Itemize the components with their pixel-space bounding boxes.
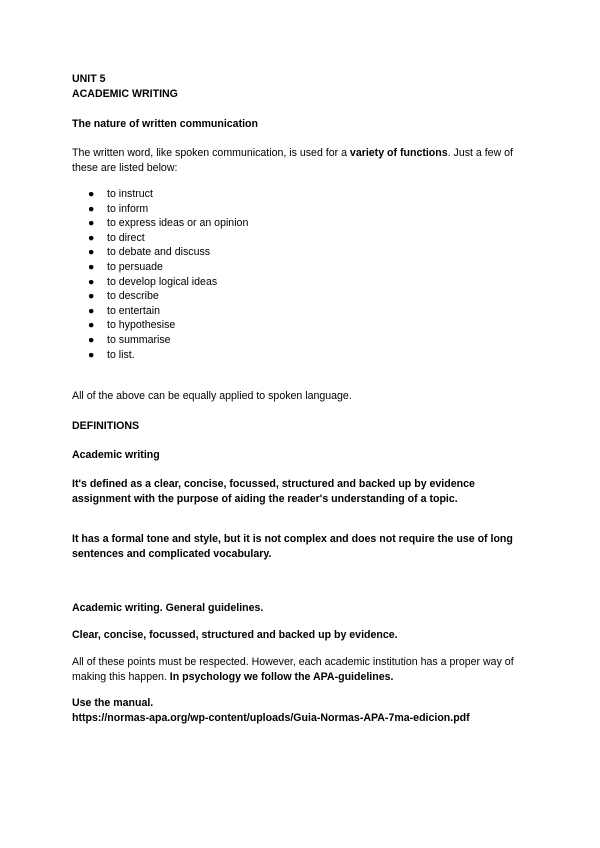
functions-list — [72, 187, 528, 362]
intro-text-1: The written word, like spoken communication, is used for a — [72, 147, 350, 159]
list-item — [72, 333, 528, 348]
bullet-icon: ● — [88, 231, 95, 244]
definition-paragraph-1: It's defined as a clear, concise, focussed, structured and backed up by evidence assignment with the purpose of aiding the reader's understanding of a topic. — [72, 478, 475, 505]
intro-text-2: . Just a few of these are listed below: — [72, 147, 513, 174]
list-item-text: to entertain — [107, 304, 161, 317]
closing-paragraph: All of the above can be equally applied to spoken language. — [72, 390, 352, 402]
manual-link[interactable]: https://normas-apa.org/wp-content/uploads/Guia-Normas-APA-7ma-edicion.pdf — [72, 712, 470, 724]
list-item-text: to summarise — [107, 333, 171, 346]
bullet-icon: ● — [88, 304, 95, 317]
bullet-icon: ● — [88, 188, 95, 200]
list-item — [72, 318, 528, 333]
list-item — [72, 260, 528, 275]
definition-paragraph-2: It has a formal tone and style, but it is not complex and does not require the use of long sentences and complicated vocabulary. — [72, 533, 513, 560]
list-item — [72, 187, 528, 202]
section-title-nature: The nature of written communication — [72, 118, 258, 130]
list-item-text: to persuade — [107, 260, 163, 273]
manual-label: Use the manual. — [72, 697, 154, 709]
list-item-text: to direct — [107, 231, 145, 244]
list-item — [72, 231, 528, 246]
guidelines-text-bold: In psychology we follow the APA-guidelines. — [169, 670, 394, 683]
list-item-text: to hypothesise — [107, 319, 176, 332]
bullet-icon: ● — [88, 290, 95, 303]
bullet-icon: ● — [88, 246, 95, 259]
bullet-icon: ● — [88, 348, 95, 361]
list-item — [72, 304, 528, 319]
list-item-text: to describe — [107, 290, 159, 303]
academic-writing-subtitle: Academic writing — [72, 449, 160, 461]
list-item — [72, 245, 528, 260]
bullet-icon: ● — [88, 217, 95, 230]
list-item-text: to instruct — [107, 188, 153, 200]
unit-label: UNIT 5 — [72, 73, 106, 85]
guidelines-subtitle: Clear, concise, focussed, structured and backed up by evidence. — [72, 629, 398, 641]
intro-text-bold: variety of functions — [349, 147, 448, 159]
list-item — [72, 202, 528, 217]
bullet-icon: ● — [88, 202, 95, 215]
guidelines-heading: Academic writing. General guidelines. — [72, 602, 264, 614]
intro-paragraph — [72, 146, 528, 175]
guidelines-text: All of these points must be respected. However, each academic institution has a proper way of making this happen. — [72, 656, 514, 683]
bullet-icon: ● — [88, 333, 95, 346]
list-item — [72, 275, 528, 290]
list-item-text: to debate and discuss — [107, 246, 211, 259]
definitions-heading: DEFINITIONS — [72, 420, 140, 432]
list-item-text: to express ideas or an opinion — [107, 217, 249, 230]
list-item — [72, 348, 528, 363]
list-item-text: to develop logical ideas — [107, 275, 218, 288]
bullet-icon: ● — [88, 275, 95, 288]
list-item — [72, 216, 528, 231]
list-item-text: to list. — [107, 348, 135, 361]
bullet-icon: ● — [88, 319, 95, 332]
list-item-text: to inform — [107, 202, 149, 215]
guidelines-paragraph — [72, 655, 528, 684]
list-item — [72, 289, 528, 304]
document-title: ACADEMIC WRITING — [72, 88, 178, 100]
bullet-icon: ● — [88, 260, 95, 273]
